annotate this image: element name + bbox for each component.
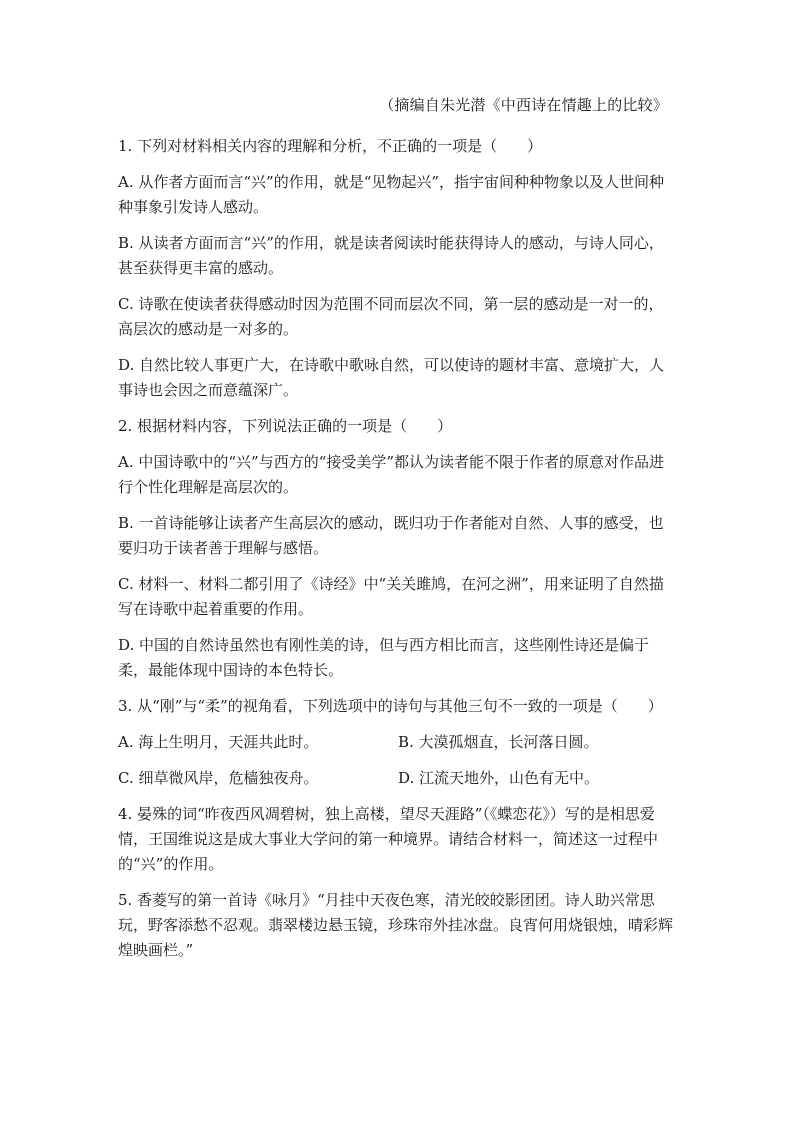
- question-3-option-b: B. 大漠孤烟直，长河落日圆。: [398, 733, 599, 751]
- question-1-option-d: D. 自然比较人事更广大，在诗歌中歌咏自然，可以使诗的题材丰富、意境扩大，人事诗也会因之而意蕴深广。: [118, 356, 665, 399]
- question-3-option-d: D. 江流天地外，山色有无中。: [398, 769, 600, 787]
- question-1-option-a: A. 从作者方面而言“兴”的作用，就是“见物起兴”，指宇宙间种种物象以及人世间种种事象引发诗人感动。: [118, 173, 665, 216]
- question-3-options-row-1: [118, 730, 678, 755]
- question-2-option-c: C. 材料一、材料二都引用了《诗经》中“关关雎鸠，在河之洲”，用来证明了自然描写在诗歌中起着重要的作用。: [118, 575, 664, 618]
- question-1-option-c: C. 诗歌在使读者获得感动时因为范围不同而层次不同，第一层的感动是一对一的，高层次的感动是一对多的。: [118, 295, 664, 338]
- question-3-option-c: C. 细草微风岸，危樯独夜舟。: [118, 769, 319, 787]
- question-3-stem: 3. 从“刚”与“柔”的视角看，下列选项中的诗句与其他三句不一致的一项是（ ）: [118, 697, 663, 715]
- question-1-option-b: B. 从读者方面而言“兴”的作用，就是读者阅读时能获得诗人的感动，与诗人同心，甚至获得更丰富的感动。: [118, 234, 664, 277]
- source-citation: （摘编自朱光潜《中西诗在情趣上的比较》: [379, 96, 668, 114]
- question-2-stem: 2. 根据材料内容，下列说法正确的一项是（ ）: [118, 417, 453, 435]
- question-2-option-d: D. 中国的自然诗虽然也有刚性美的诗，但与西方相比而言，这些刚性诗还是偏于柔，最能体现中国诗的本色特长。: [118, 636, 650, 679]
- question-3-option-a: A. 海上生明月，天涯共此时。: [118, 733, 319, 751]
- question-list: [118, 134, 678, 963]
- question-1-stem: 1. 下列对材料相关内容的理解和分析，不正确的一项是（ ）: [118, 137, 543, 155]
- question-2-option-b: B. 一首诗能够让读者产生高层次的感动，既归功于作者能对自然、人事的感受，也要归功于读者善于理解与感悟。: [118, 514, 664, 557]
- question-3-options-row-2: [118, 766, 678, 791]
- question-5-stem: 5. 香菱写的第一首诗《咏月》“月挂中天夜色寒，清光皎皎影团团。诗人助兴常思玩，野客添愁不忍观。翡翠楼边悬玉镜，珍珠帘外挂冰盘。良宵何用烧银烛，晴彩辉煌映画栏。”: [118, 891, 674, 959]
- question-2-option-a: A. 中国诗歌中的“兴”与西方的“接受美学”都认为读者能不限于作者的原意对作品进行个性化理解是高层次的。: [118, 453, 665, 496]
- question-4-stem: 4. 晏殊的词“昨夜西风凋碧树，独上高楼，望尽天涯路”（《蝶恋花》）写的是相思爱情，王国维说这是成大事业大学问的第一种境界。请结合材料一，简述这一过程中的“兴”的作用。: [118, 805, 659, 873]
